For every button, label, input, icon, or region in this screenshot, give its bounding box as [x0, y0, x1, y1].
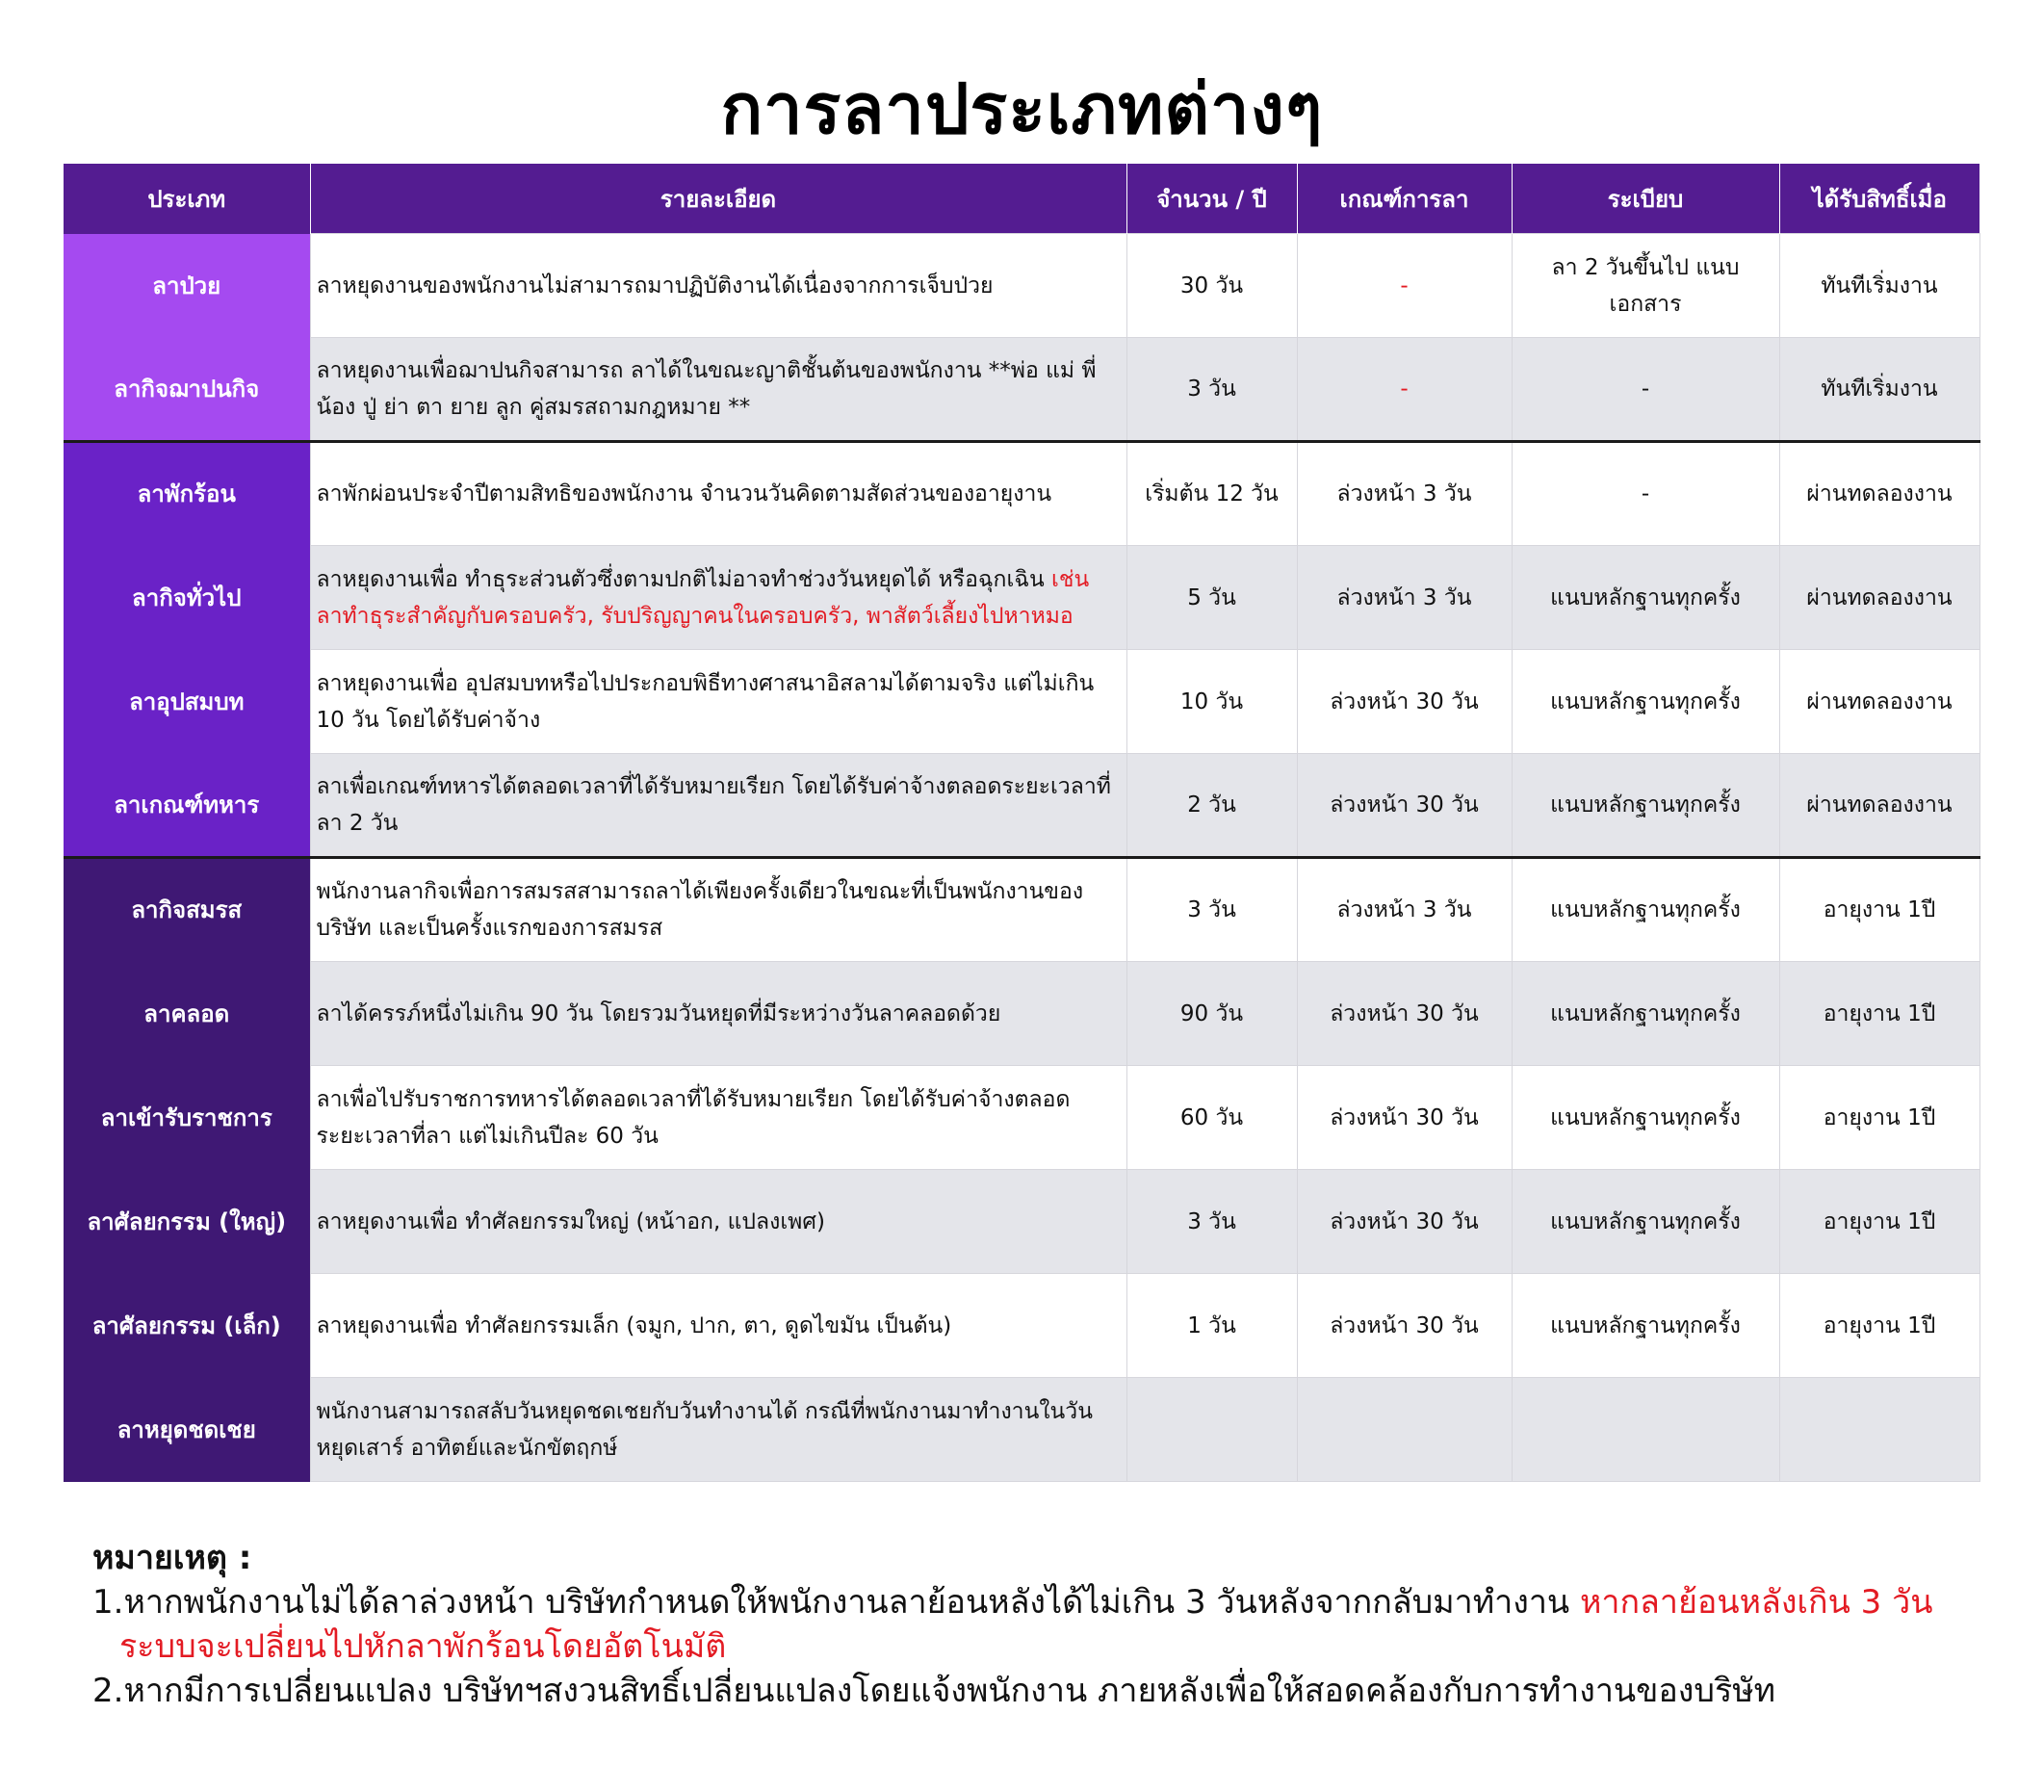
leave-type-cell: ลากิจฌาปนกิจ	[64, 338, 310, 442]
rule-cell: แนบหลักฐานทุกครั้ง	[1512, 1274, 1779, 1378]
eligible-cell: ทันทีเริ่มงาน	[1779, 234, 1979, 338]
notes-section	[92, 1536, 1979, 1713]
criteria-cell: ล่วงหน้า 30 วัน	[1297, 1170, 1512, 1274]
criteria-cell: ล่วงหน้า 3 วัน	[1297, 442, 1512, 546]
leave-type-cell: ลาอุปสมบท	[64, 650, 310, 754]
eligible-cell: ผ่านทดลองงาน	[1779, 442, 1979, 546]
eligible-cell: อายุงาน 1ปี	[1779, 858, 1979, 962]
detail-cell	[310, 338, 1126, 442]
table-row	[64, 442, 1979, 546]
leave-type-cell: ลากิจสมรส	[64, 858, 310, 962]
page-title: การลาประเภทต่างๆ	[720, 68, 1324, 149]
rule-cell: -	[1512, 338, 1779, 442]
detail-cell	[310, 546, 1126, 650]
criteria-cell: ล่วงหน้า 3 วัน	[1297, 858, 1512, 962]
notes-heading: หมายเหตุ :	[92, 1539, 252, 1577]
detail-cell	[310, 1274, 1126, 1378]
detail-cell	[310, 962, 1126, 1066]
amount-cell: 30 วัน	[1126, 234, 1297, 338]
header-eligible: ได้รับสิทธิ์เมื่อ	[1779, 164, 1979, 234]
header-type: ประเภท	[64, 164, 310, 234]
rule-cell: แนบหลักฐานทุกครั้ง	[1512, 858, 1779, 962]
detail-text: ลาพักผ่อนประจำปีตามสิทธิของพนักงาน จำนวนวันคิดตามสัดส่วนของอายุงาน	[316, 481, 1052, 506]
header-criteria: เกณฑ์การลา	[1297, 164, 1512, 234]
detail-cell	[310, 1066, 1126, 1170]
detail-cell	[310, 754, 1126, 858]
table-row	[64, 1378, 1979, 1482]
leave-type-cell: ลาศัลยกรรม (เล็ก)	[64, 1274, 310, 1378]
eligible-cell: อายุงาน 1ปี	[1779, 1066, 1979, 1170]
detail-cell	[310, 650, 1126, 754]
header-rule: ระเบียบ	[1512, 164, 1779, 234]
leave-type-cell: ลาคลอด	[64, 962, 310, 1066]
amount-cell: 3 วัน	[1126, 338, 1297, 442]
note-highlight: หากลาย้อนหลังเกิน 3 วัน	[1579, 1583, 1933, 1622]
detail-text: ลาหยุดงานของพนักงานไม่สามารถมาปฏิบัติงานได้เนื่องจากการเจ็บป่วย	[316, 273, 994, 299]
rule-cell: แนบหลักฐานทุกครั้ง	[1512, 546, 1779, 650]
rule-cell: แนบหลักฐานทุกครั้ง	[1512, 754, 1779, 858]
criteria-cell: ล่วงหน้า 30 วัน	[1297, 754, 1512, 858]
amount-cell: เริ่มต้น 12 วัน	[1126, 442, 1297, 546]
amount-cell: 60 วัน	[1126, 1066, 1297, 1170]
table-row	[64, 650, 1979, 754]
header-amount: จำนวน / ปี	[1126, 164, 1297, 234]
rule-cell: แนบหลักฐานทุกครั้ง	[1512, 1170, 1779, 1274]
leave-type-cell: ลาศัลยกรรม (ใหญ่)	[64, 1170, 310, 1274]
leave-type-cell: ลาป่วย	[64, 234, 310, 338]
eligible-cell: อายุงาน 1ปี	[1779, 1274, 1979, 1378]
detail-text: ลาหยุดงานเพื่อ ทำศัลยกรรมเล็ก (จมูก, ปาก, ตา, ดูดไขมัน เป็นต้น)	[316, 1312, 952, 1338]
rule-cell: แนบหลักฐานทุกครั้ง	[1512, 962, 1779, 1066]
detail-cell	[310, 442, 1126, 546]
rule-cell: ลา 2 วันขึ้นไป แนบเอกสาร	[1512, 234, 1779, 338]
leave-types-table	[64, 164, 1980, 1482]
amount-cell	[1126, 1378, 1297, 1482]
detail-text: ลาหยุดงานเพื่อ ทำธุระส่วนตัวซึ่งตามปกติไม่อาจทำช่วงวันหยุดได้ หรือฉุกเฉิน	[316, 566, 1052, 592]
leave-type-cell: ลาหยุดชดเชย	[64, 1378, 310, 1482]
detail-highlight: เช่น ลาทำธุระสำคัญกับครอบครัว, รับปริญญาคนในครอบครัว, พาสัตว์เลี้ยงไปหาหมอ	[316, 566, 1090, 629]
leave-type-cell: ลาเข้ารับราชการ	[64, 1066, 310, 1170]
leave-type-cell: ลาพักร้อน	[64, 442, 310, 546]
table-row	[64, 1170, 1979, 1274]
criteria-cell: ล่วงหน้า 30 วัน	[1297, 1066, 1512, 1170]
rule-cell	[1512, 1378, 1779, 1482]
detail-text: พนักงานลากิจเพื่อการสมรสสามารถลาได้เพียงครั้งเดียวในขณะที่เป็นพนักงานของบริษัท และเป็นครั้งแรกของการสมรส	[316, 879, 1084, 941]
detail-text: ลาหยุดงานเพื่อฌาปนกิจสามารถ ลาได้ในขณะญาติชั้นต้นของพนักงาน **พ่อ แม่ พี่ น้อง ปู่ ย่า ตา ยาย ลูก คู่สมรสถามกฎหมาย **	[316, 358, 1097, 420]
eligible-cell: ผ่านทดลองงาน	[1779, 754, 1979, 858]
eligible-cell: อายุงาน 1ปี	[1779, 962, 1979, 1066]
criteria-cell	[1297, 1378, 1512, 1482]
table-row	[64, 1066, 1979, 1170]
table-row	[64, 858, 1979, 962]
amount-cell: 2 วัน	[1126, 754, 1297, 858]
table-header-row	[64, 164, 1979, 234]
detail-cell	[310, 1170, 1126, 1274]
eligible-cell: ผ่านทดลองงาน	[1779, 650, 1979, 754]
leave-type-cell: ลากิจทั่วไป	[64, 546, 310, 650]
eligible-cell: ทันทีเริ่มงาน	[1779, 338, 1979, 442]
detail-text: พนักงานสามารถสลับวันหยุดชดเชยกับวันทำงานได้ กรณีที่พนักงานมาทำงานในวันหยุดเสาร์ อาทิตย์และนักขัตฤกษ์	[316, 1398, 1093, 1461]
table-row	[64, 962, 1979, 1066]
table-row	[64, 754, 1979, 858]
criteria-cell: ล่วงหน้า 30 วัน	[1297, 650, 1512, 754]
detail-cell	[310, 858, 1126, 962]
leave-type-cell: ลาเกณฑ์ทหาร	[64, 754, 310, 858]
detail-cell	[310, 1378, 1126, 1482]
criteria-cell: -	[1297, 234, 1512, 338]
detail-text: ลาเพื่อเกณฑ์ทหารได้ตลอดเวลาที่ได้รับหมายเรียก โดยได้รับค่าจ้างตลอดระยะเวลาที่ ลา 2 วัน	[316, 774, 1111, 836]
detail-text: ลาหยุดงานเพื่อ อุปสมบทหรือไปประกอบพิธีทางศาสนาอิสลามได้ตามจริง แต่ไม่เกิน 10 วัน โดยได้รับค่าจ้าง	[316, 670, 1095, 733]
table-row	[64, 234, 1979, 338]
header-detail: รายละเอียด	[310, 164, 1126, 234]
amount-cell: 1 วัน	[1126, 1274, 1297, 1378]
rule-cell: แนบหลักฐานทุกครั้ง	[1512, 650, 1779, 754]
table-row	[64, 1274, 1979, 1378]
note-item: 2.หากมีการเปลี่ยนแปลง บริษัทฯสงวนสิทธิ์เปลี่ยนแปลงโดยแจ้งพนักงาน ภายหลังเพื่อให้สอดคล้องกับการทำงานของบริษัท	[92, 1672, 1776, 1710]
amount-cell: 90 วัน	[1126, 962, 1297, 1066]
table-row	[64, 546, 1979, 650]
amount-cell: 5 วัน	[1126, 546, 1297, 650]
rule-cell: แนบหลักฐานทุกครั้ง	[1512, 1066, 1779, 1170]
note-text: 1.หากพนักงานไม่ได้ลาล่วงหน้า บริษัทกำหนดให้พนักงานลาย้อนหลังได้ไม่เกิน 3 วันหลังจากกลับมาทำงาน	[92, 1583, 1580, 1622]
detail-text: ลาได้ครรภ์หนึ่งไม่เกิน 90 วัน โดยรวมวันหยุดที่มีระหว่างวันลาคลอดด้วย	[316, 1000, 1001, 1026]
detail-text: ลาหยุดงานเพื่อ ทำศัลยกรรมใหญ่ (หน้าอก, แปลงเพศ)	[316, 1208, 825, 1234]
amount-cell: 3 วัน	[1126, 858, 1297, 962]
amount-cell: 3 วัน	[1126, 1170, 1297, 1274]
table-row	[64, 338, 1979, 442]
eligible-cell: อายุงาน 1ปี	[1779, 1170, 1979, 1274]
detail-text: ลาเพื่อไปรับราชการทหารได้ตลอดเวลาที่ได้รับหมายเรียก โดยได้รับค่าจ้างตลอดระยะเวลาที่ลา แต่ไม่เกินปีละ 60 วัน	[316, 1086, 1071, 1149]
note-highlight-continued: ระบบจะเปลี่ยนไปหักลาพักร้อนโดยอัตโนมัติ	[119, 1627, 727, 1666]
criteria-cell: ล่วงหน้า 3 วัน	[1297, 546, 1512, 650]
detail-cell	[310, 234, 1126, 338]
criteria-cell: -	[1297, 338, 1512, 442]
criteria-cell: ล่วงหน้า 30 วัน	[1297, 962, 1512, 1066]
amount-cell: 10 วัน	[1126, 650, 1297, 754]
note-item	[92, 1580, 1979, 1624]
eligible-cell: ผ่านทดลองงาน	[1779, 546, 1979, 650]
eligible-cell	[1779, 1378, 1979, 1482]
criteria-cell: ล่วงหน้า 30 วัน	[1297, 1274, 1512, 1378]
rule-cell: -	[1512, 442, 1779, 546]
